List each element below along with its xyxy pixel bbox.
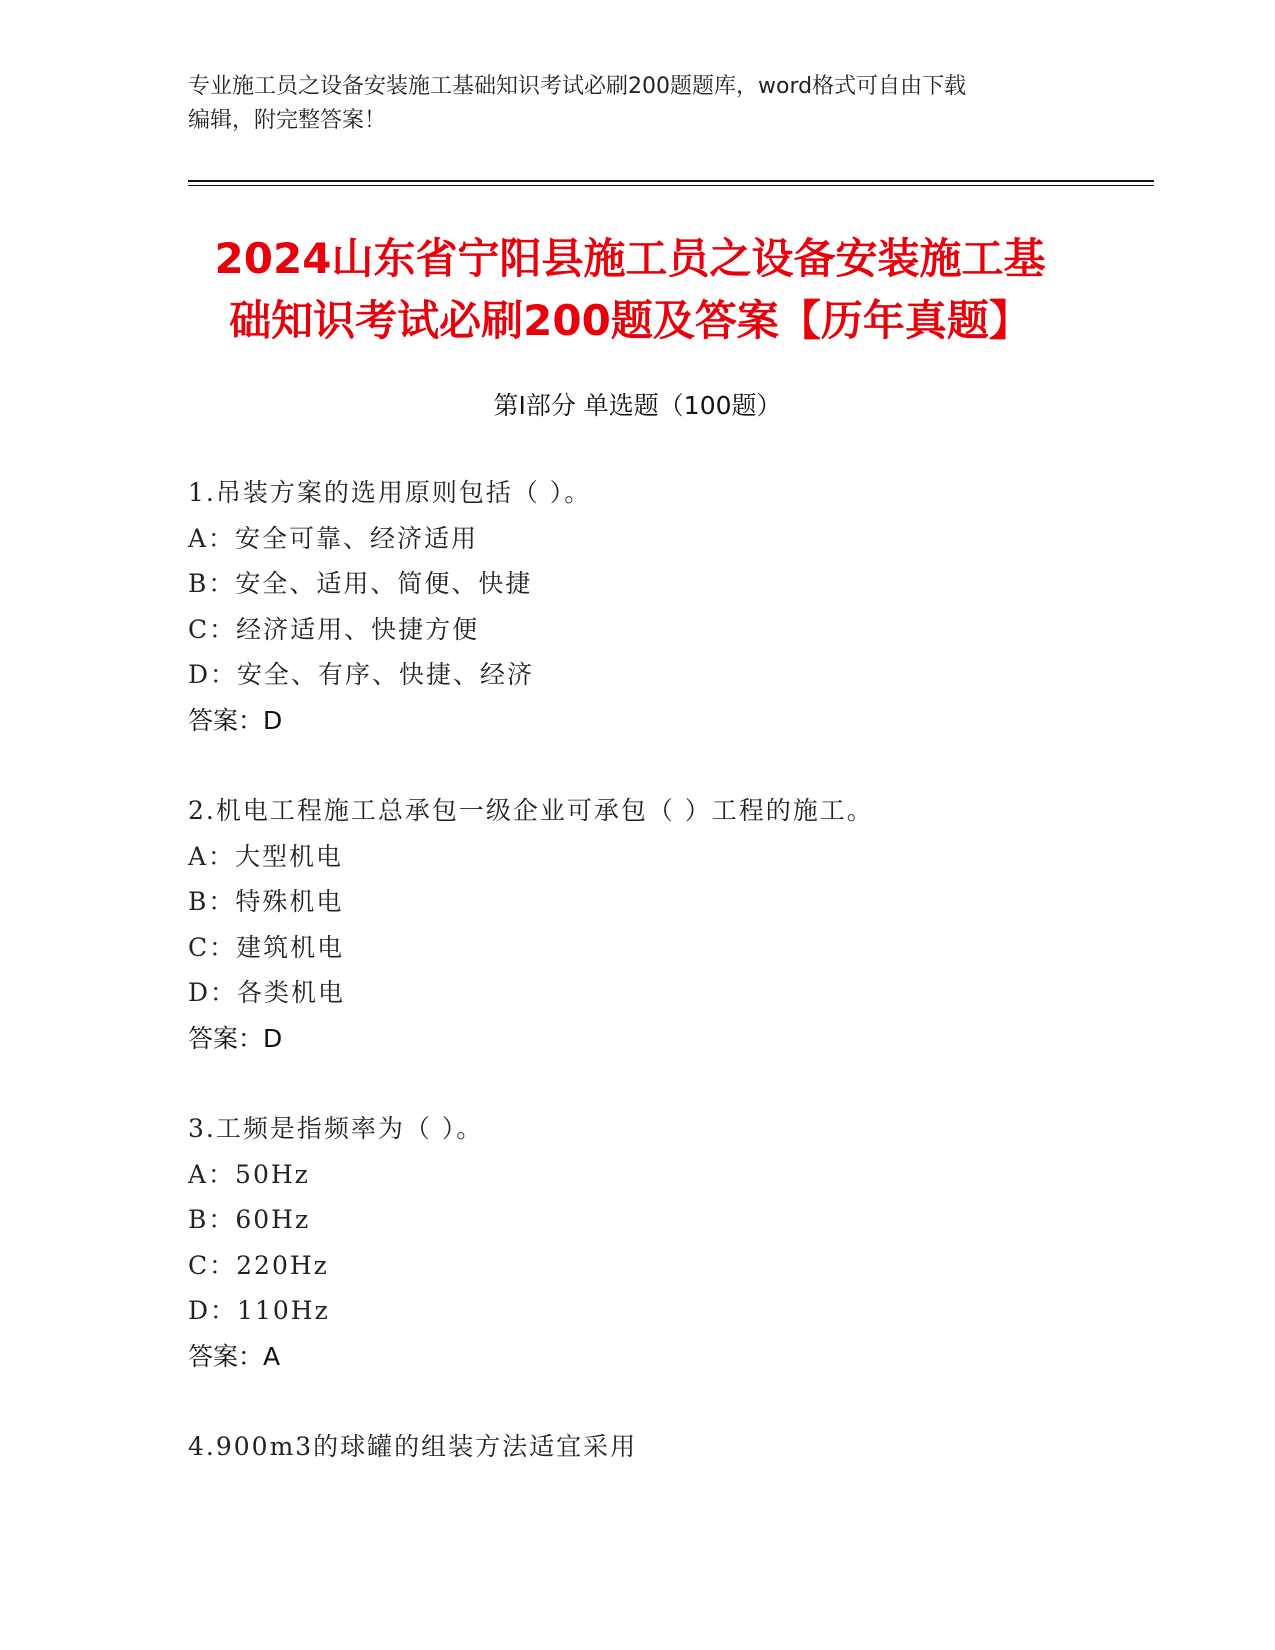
document-title [180,228,1080,352]
option-a: A：50Hz [188,1159,310,1189]
document-title-line-2: 础知识考试必刷200题及答案【历年真题】 [229,296,1031,345]
question-3 [188,1106,1138,1379]
header-divider-thick [188,180,1154,182]
option-d: D：安全、有序、快捷、经济 [188,660,535,689]
header-note-line-1: 专业施工员之设备安装施工基础知识考试必刷200题题库，word格式可自由下载 [188,74,967,99]
answer: 答案：D [188,1023,283,1053]
question-1 [188,470,1138,743]
document-title-line-1: 2024山东省宁阳县施工员之设备安装施工基 [214,234,1046,283]
header-note [188,70,1088,138]
question-stem: 2.机电工程施工总承包一级企业可承包（ ）工程的施工。 [188,796,874,825]
option-c: C：220Hz [188,1250,329,1280]
option-d: D：各类机电 [188,978,346,1007]
question-stem: 3.工频是指频率为（ ）。 [188,1114,484,1143]
answer: 答案：D [188,705,283,735]
option-c: C：建筑机电 [188,932,345,962]
question-2 [188,788,1138,1061]
option-a: A：大型机电 [188,841,344,871]
option-b: B：60Hz [188,1205,311,1234]
option-b: B：安全、适用、简便、快捷 [188,569,533,598]
option-c: C：经济适用、快捷方便 [188,614,480,644]
question-stem: 1.吊装方案的选用原则包括（ ）。 [188,478,592,507]
option-d: D：110Hz [188,1296,330,1325]
section-heading: 第Ⅰ部分 单选题（100题） [493,391,782,420]
header-divider-thin [188,185,1154,186]
answer: 答案：A [188,1341,281,1371]
question-stem: 4.900m3的球罐的组装方法适宜采用 [188,1432,638,1461]
option-b: B：特殊机电 [188,887,344,916]
option-a: A：安全可靠、经济适用 [188,523,479,553]
question-4 [188,1424,1138,1470]
header-note-line-2: 编辑，附完整答案！ [188,108,387,133]
